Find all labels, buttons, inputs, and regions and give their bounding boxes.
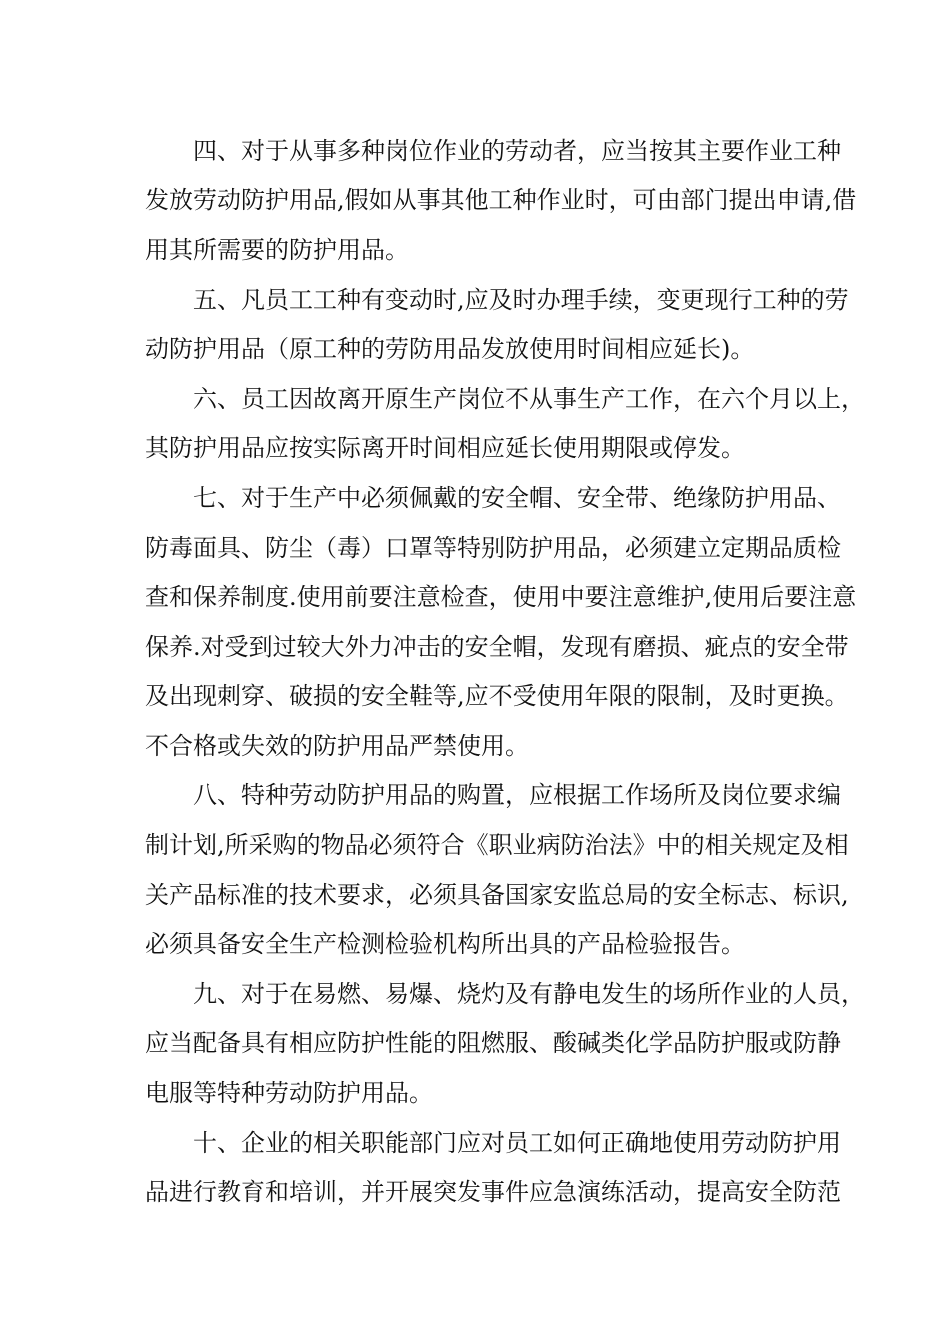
- paragraph-9-line-2: 应当配备具有相应防护性能的阻燃服、酸碱类化学品防护服或防静: [145, 1029, 841, 1057]
- paragraph-9-line-3: 电服等特种劳动防护用品。: [145, 1079, 433, 1107]
- paragraph-8-line-2: 制计划,所采购的物品必须符合《职业病防治法》中的相关规定及相: [145, 831, 849, 859]
- paragraph-4-line-3: 用其所需要的防护用品。: [145, 236, 409, 264]
- paragraph-10-line-1: 十、企业的相关职能部门应对员工如何正确地使用劳动防护用: [193, 1129, 841, 1157]
- paragraph-7-line-3: 查和保养制度.使用前要注意检查，使用中要注意维护,使用后要注意: [145, 583, 857, 611]
- paragraph-10-line-2: 品进行教育和培训，并开展突发事件应急演练活动，提高安全防范: [145, 1178, 841, 1206]
- paragraph-7-line-4: 保养.对受到过较大外力冲击的安全帽，发现有磨损、疵点的安全带: [145, 633, 849, 661]
- paragraph-4-line-1: 四、对于从事多种岗位作业的劳动者，应当按其主要作业工种: [193, 137, 841, 165]
- paragraph-4-line-2: 发放劳动防护用品,假如从事其他工种作业时，可由部门提出申请,借: [145, 186, 857, 214]
- paragraph-7-line-6: 不合格或失效的防护用品严禁使用。: [145, 732, 529, 760]
- paragraph-5-line-1: 五、凡员工工种有变动时,应及时办理手续，变更现行工种的劳: [193, 286, 849, 314]
- paragraph-6-line-2: 其防护用品应按实际离开时间相应延长使用期限或停发。: [145, 434, 745, 462]
- paragraph-7-line-5: 及出现刺穿、破损的安全鞋等,应不受使用年限的限制，及时更换。: [145, 682, 849, 710]
- paragraph-5-line-2: 动防护用品（原工种的劳防用品发放使用时间相应延长)。: [145, 335, 755, 363]
- paragraph-7-line-1: 七、对于生产中必须佩戴的安全帽、安全带、绝缘防护用品、: [193, 484, 841, 512]
- paragraph-6-line-1: 六、员工因故离开原生产岗位不从事生产工作，在六个月以上，: [193, 385, 865, 413]
- paragraph-9-line-1: 九、对于在易燃、易爆、烧灼及有静电发生的场所作业的人员，: [193, 980, 865, 1008]
- paragraph-8-line-1: 八、特种劳动防护用品的购置，应根据工作场所及岗位要求编: [193, 781, 841, 809]
- paragraph-8-line-4: 必须具备安全生产检测检验机构所出具的产品检验报告。: [145, 930, 745, 958]
- paragraph-8-line-3: 关产品标准的技术要求，必须具备国家安监总局的安全标志、标识,: [145, 881, 849, 909]
- paragraph-7-line-2: 防毒面具、防尘（毒）口罩等特别防护用品，必须建立定期品质检: [145, 534, 841, 562]
